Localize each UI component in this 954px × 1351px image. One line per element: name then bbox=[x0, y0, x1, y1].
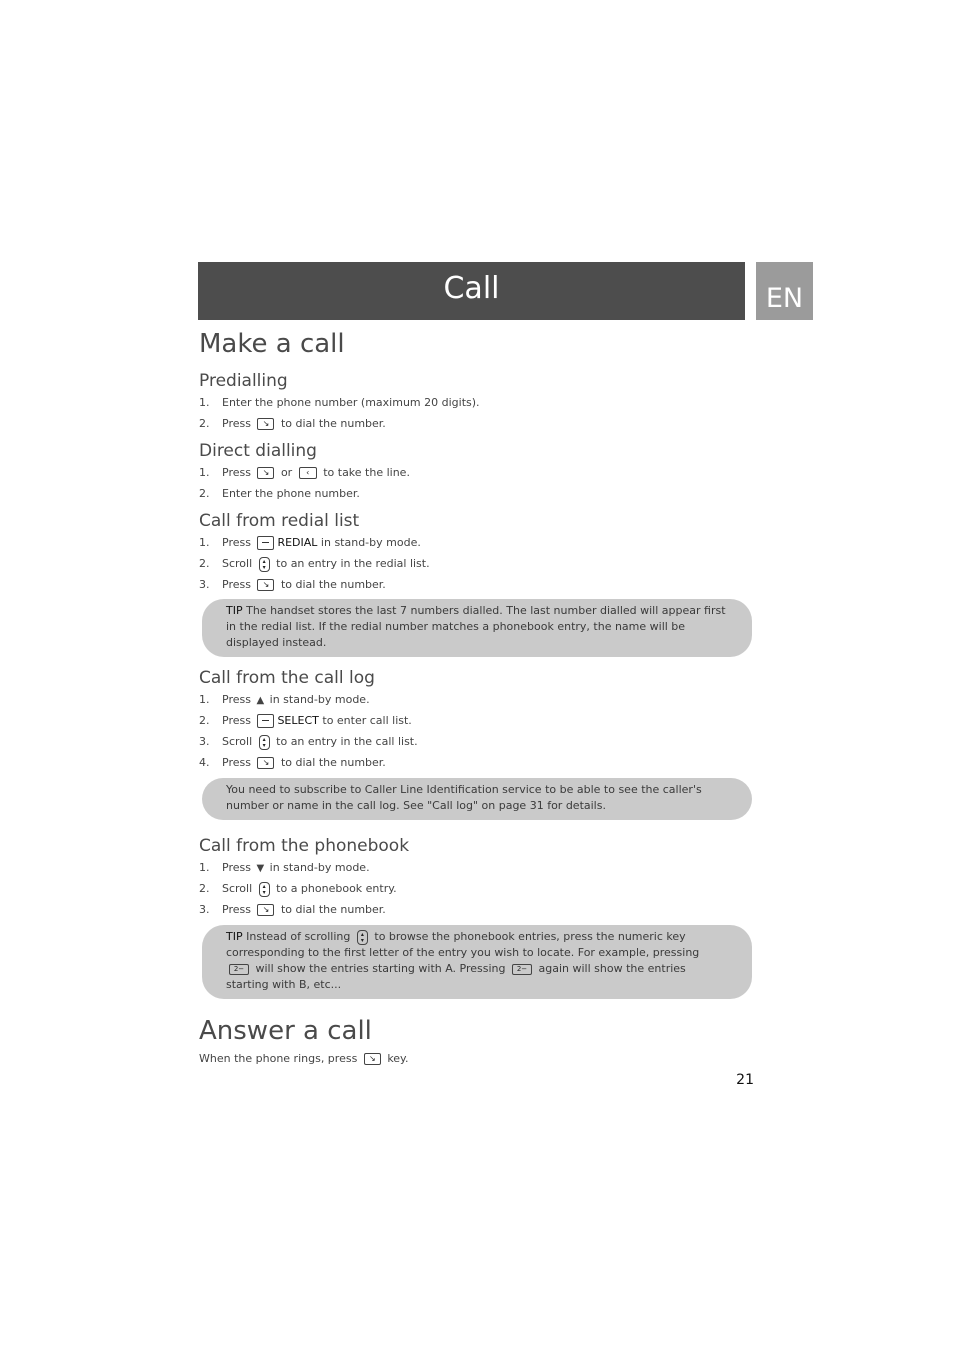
step-pre: Press bbox=[222, 756, 251, 769]
step-pre: Press bbox=[222, 466, 251, 479]
talk-key-icon: ↘ bbox=[364, 1053, 381, 1065]
note-box-call-log bbox=[202, 778, 752, 820]
step-pre: Press bbox=[222, 417, 251, 430]
list-item bbox=[199, 413, 754, 434]
step-text bbox=[222, 752, 386, 773]
step-post: to take the line. bbox=[323, 466, 410, 479]
softkey-label: REDIAL bbox=[277, 536, 318, 549]
step-number: 1. bbox=[199, 861, 210, 874]
subsection-phonebook: Call from the phonebook bbox=[199, 836, 410, 856]
list-item bbox=[199, 878, 754, 899]
tip-text-d: again will show the entries starting with B, etc... bbox=[226, 962, 686, 991]
answer-post: key. bbox=[387, 1052, 409, 1065]
tip-text-c: will show the entries starting with A. Pressing bbox=[255, 962, 506, 975]
list-item bbox=[199, 752, 754, 773]
step-pre: Press bbox=[222, 693, 251, 706]
scroll-key-icon: ▴ ▾ bbox=[259, 557, 270, 572]
step-pre: Press bbox=[222, 903, 251, 916]
step-number: 1. bbox=[199, 536, 210, 549]
list-item bbox=[199, 899, 754, 920]
tip-text-b: to browse the phonebook entries, press the numeric key corresponding to the first letter of the entry you wish to locate. For example, pressing bbox=[226, 930, 700, 959]
list-item bbox=[199, 689, 754, 710]
language-tab bbox=[756, 262, 813, 320]
list-item bbox=[199, 553, 754, 574]
step-post: in stand-by mode. bbox=[320, 536, 421, 549]
step-post: to dial the number. bbox=[280, 903, 386, 916]
subsection-redial-list: Call from redial list bbox=[199, 511, 360, 531]
softkey-label: SELECT bbox=[277, 714, 319, 727]
step-text bbox=[222, 731, 418, 752]
step-mid: or bbox=[280, 466, 293, 479]
talk-key-icon: ↘ bbox=[257, 467, 274, 479]
talk-key-icon: ↘ bbox=[257, 904, 274, 916]
section-title-answer-a-call: Answer a call bbox=[199, 1016, 372, 1046]
step-text bbox=[222, 689, 370, 711]
step-number: 1. bbox=[199, 693, 210, 706]
key-2-icon: 2− bbox=[512, 964, 532, 975]
talk-key-icon: ↘ bbox=[257, 757, 274, 769]
tip-box-phonebook bbox=[202, 925, 752, 999]
step-post: to an entry in the redial list. bbox=[276, 557, 430, 570]
step-number: 3. bbox=[199, 578, 210, 591]
step-post: in stand-by mode. bbox=[269, 693, 370, 706]
step-number: 1. bbox=[199, 466, 210, 479]
subsection-predialling: Predialling bbox=[199, 371, 288, 391]
call-log-key-icon: ▲ bbox=[256, 694, 265, 706]
list-item bbox=[199, 731, 754, 752]
step-post: to an entry in the call list. bbox=[276, 735, 418, 748]
step-text: Enter the phone number (maximum 20 digits). bbox=[222, 396, 480, 409]
scroll-key-icon: ▴ ▾ bbox=[357, 930, 368, 945]
step-number: 3. bbox=[199, 903, 210, 916]
step-post: to enter call list. bbox=[322, 714, 412, 727]
scroll-key-icon: ▴ ▾ bbox=[259, 735, 270, 750]
softkey-icon bbox=[257, 536, 274, 550]
step-number: 1. bbox=[199, 396, 210, 409]
talk-key-icon: ↘ bbox=[257, 418, 274, 430]
step-pre: Press bbox=[222, 714, 251, 727]
step-text bbox=[222, 899, 386, 920]
note-text: You need to subscribe to Caller Line Identification service to be able to see the caller's number or name in the call log. See "Call log" on page 31 for details. bbox=[226, 783, 702, 812]
step-text bbox=[222, 857, 370, 879]
tip-text-a: Instead of scrolling bbox=[246, 930, 351, 943]
step-number: 4. bbox=[199, 756, 210, 769]
handsfree-key-icon: ‹ bbox=[299, 467, 317, 479]
step-text bbox=[222, 413, 386, 434]
step-text bbox=[222, 710, 412, 731]
answer-pre: When the phone rings, press bbox=[199, 1052, 358, 1065]
step-number: 2. bbox=[199, 487, 210, 500]
step-post: in stand-by mode. bbox=[269, 861, 370, 874]
tip-box-redial bbox=[202, 599, 752, 657]
list-item bbox=[199, 462, 754, 483]
step-pre: Press bbox=[222, 578, 251, 591]
list-item bbox=[199, 392, 754, 413]
step-text bbox=[222, 574, 386, 595]
step-post: to dial the number. bbox=[280, 417, 386, 430]
tip-label: TIP bbox=[226, 930, 243, 943]
step-text bbox=[222, 532, 421, 553]
step-number: 2. bbox=[199, 417, 210, 430]
step-post: to a phonebook entry. bbox=[276, 882, 397, 895]
step-pre: Scroll bbox=[222, 557, 253, 570]
section-title-make-a-call: Make a call bbox=[199, 329, 345, 359]
subsection-direct-dialling: Direct dialling bbox=[199, 441, 317, 461]
list-item bbox=[199, 574, 754, 595]
step-number: 2. bbox=[199, 882, 210, 895]
step-text bbox=[222, 553, 430, 574]
list-item bbox=[199, 532, 754, 553]
tip-label: TIP bbox=[226, 604, 243, 617]
step-number: 2. bbox=[199, 714, 210, 727]
scroll-key-icon: ▴ ▾ bbox=[259, 882, 270, 897]
answer-instruction bbox=[199, 1049, 754, 1069]
list-item bbox=[199, 483, 754, 504]
step-text bbox=[222, 878, 397, 899]
phonebook-key-icon: ▼ bbox=[256, 862, 265, 874]
language-code: EN bbox=[765, 283, 804, 314]
talk-key-icon: ↘ bbox=[257, 579, 274, 591]
subsection-call-log: Call from the call log bbox=[199, 668, 375, 688]
step-number: 3. bbox=[199, 735, 210, 748]
chapter-title: Call bbox=[443, 270, 500, 306]
list-item bbox=[199, 710, 754, 731]
step-pre: Press bbox=[222, 536, 251, 549]
step-pre: Press bbox=[222, 861, 251, 874]
step-text: Enter the phone number. bbox=[222, 487, 360, 500]
page-number: 21 bbox=[736, 1072, 754, 1088]
step-pre: Scroll bbox=[222, 735, 253, 748]
step-number: 2. bbox=[199, 557, 210, 570]
step-post: to dial the number. bbox=[280, 756, 386, 769]
list-item bbox=[199, 857, 754, 878]
page-content bbox=[199, 328, 754, 1069]
step-post: to dial the number. bbox=[280, 578, 386, 591]
tip-text: The handset stores the last 7 numbers dialled. The last number dialled will appear first in the redial list. If the redial number matches a phonebook entry, the name will be displayed instead. bbox=[226, 604, 726, 649]
key-2-icon: 2− bbox=[229, 964, 249, 975]
chapter-banner bbox=[198, 262, 745, 320]
step-pre: Scroll bbox=[222, 882, 253, 895]
softkey-icon bbox=[257, 714, 274, 728]
step-text bbox=[222, 462, 410, 483]
